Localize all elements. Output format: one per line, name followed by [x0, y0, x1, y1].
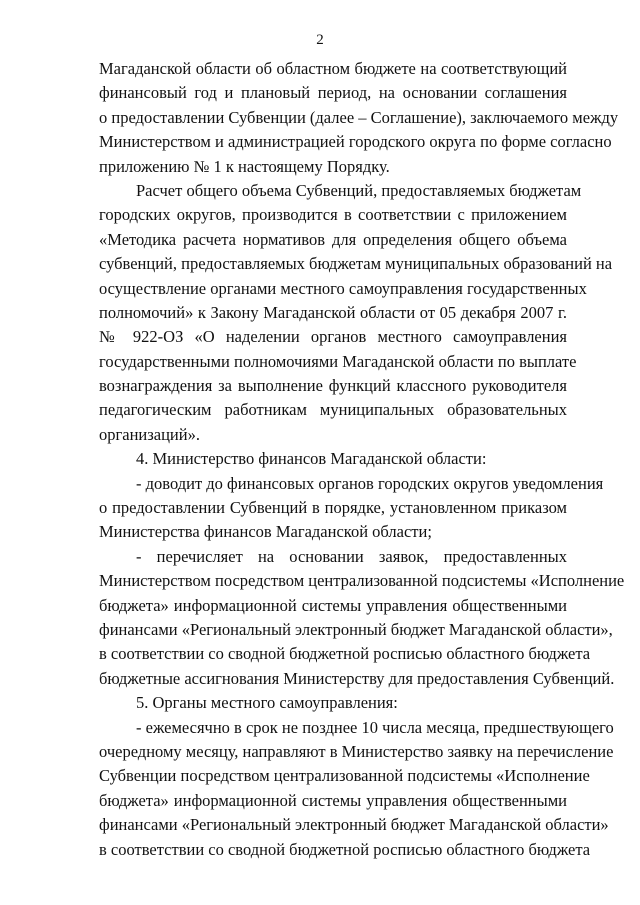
text-line: в соответствии со сводной бюджетной росписью областного бюджета — [99, 644, 591, 664]
text-line: Министерством посредством централизованной подсистемы «Исполнение — [99, 571, 625, 591]
text-line: педагогическим работникам муниципальных образовательных — [99, 400, 567, 420]
text-line: осуществление органами местного самоуправления государственных — [99, 278, 587, 298]
text-line: бюджета» информационной системы управления общественными — [99, 790, 567, 810]
text-line: финансами «Региональный электронный бюджет Магаданской области» — [99, 815, 609, 835]
text-line: № 922-ОЗ «О наделении органов местного самоуправления — [99, 327, 567, 347]
text-line: приложению № 1 к настоящему Порядку. — [99, 156, 390, 176]
page-number: 2 — [316, 32, 324, 48]
text-line: Субвенции посредством централизованной подсистемы «Исполнение — [99, 766, 590, 786]
text-line: «Методика расчета нормативов для определения общего объема — [99, 229, 567, 249]
text-line: - перечисляет на основании заявок, предоставленных — [136, 546, 567, 566]
text-line: очередному месяцу, направляют в Министерство заявку на перечисление — [99, 741, 614, 761]
text-line: государственными полномочиями Магаданской области по выплате — [99, 351, 577, 371]
text-line: финансами «Региональный электронный бюджет Магаданской области», — [99, 619, 613, 639]
text-line: вознаграждения за выполнение функций классного руководителя — [99, 376, 567, 396]
text-line: Магаданской области об областном бюджете на соответствующий — [99, 59, 567, 78]
text-line: Министерства финансов Магаданской области; — [99, 522, 432, 542]
text-line: организаций». — [99, 424, 200, 444]
text-line: бюджетные ассигнования Министерству для предоставления Субвенций. — [99, 668, 615, 688]
text-line: Министерством и администрацией городского округа по форме согласно — [99, 132, 612, 152]
text-line: в соответствии со сводной бюджетной росписью областного бюджета — [99, 839, 591, 859]
text-line: 4. Министерство финансов Магаданской области: — [136, 449, 487, 469]
text-line: 5. Органы местного самоуправления: — [136, 693, 398, 713]
text-line: полномочий» к Закону Магаданской области от 05 декабря 2007 г. — [99, 302, 567, 322]
text-line: о предоставлении Субвенций в порядке, установленном приказом — [99, 498, 567, 518]
text-line: субвенций, предоставляемых бюджетам муниципальных образований на — [99, 254, 613, 274]
text-line: городских округов, производится в соответствии с приложением — [99, 205, 567, 225]
text-line: - доводит до финансовых органов городских округов уведомления — [136, 473, 604, 493]
text-line: финансовый год и плановый период, на основании соглашения — [99, 83, 567, 103]
text-line: Расчет общего объема Субвенций, предоставляемых бюджетам — [136, 180, 582, 200]
text-line: - ежемесячно в срок не позднее 10 числа месяца, предшествующего — [136, 717, 614, 737]
document-body — [99, 57, 625, 862]
text-line: бюджета» информационной системы управления общественными — [99, 595, 567, 615]
text-line: о предоставлении Субвенции (далее – Соглашение), заключаемого между — [99, 107, 619, 127]
